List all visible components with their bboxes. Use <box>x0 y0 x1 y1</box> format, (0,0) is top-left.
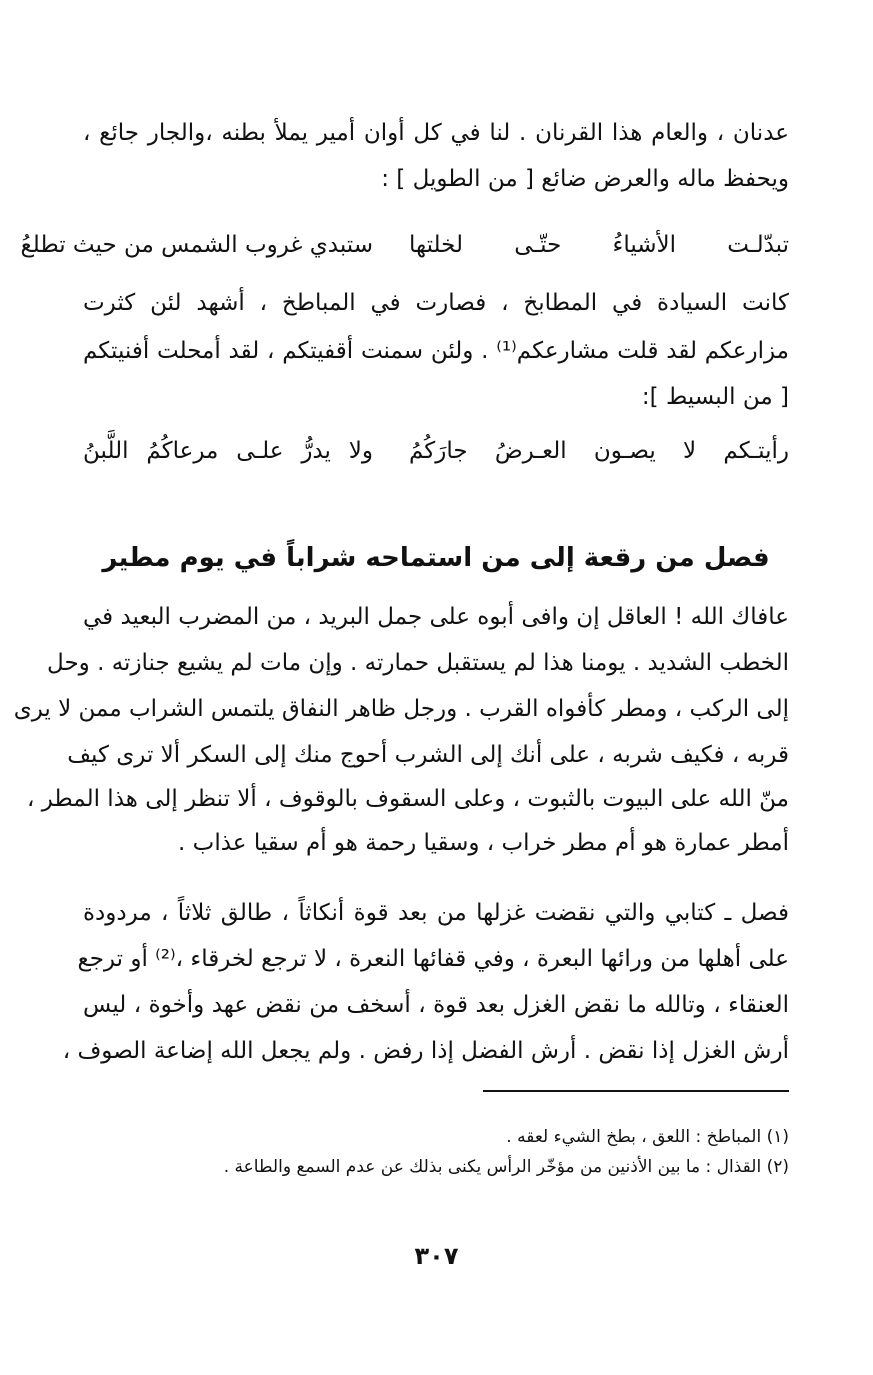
footnote-1: (١) المباطخ : اللعق ، بطخ الشيء لعقه . <box>506 1127 789 1147</box>
verse-second-hemistich: ولا يدرُّ علـى مرعاكُمُ اللَّبنُ <box>83 438 373 464</box>
text-line: عافاك الله ! العاقل إن وافى أبوه على جمل البريد ، من المضرب البعيد في <box>83 604 789 630</box>
verse-first-hemistich: رأيتـكم لا يصـون العـرضُ جارَكُمُ <box>409 438 789 464</box>
footnote-2: (٢) القذال : ما بين الأذنين من مؤخّر الرأس يكنى بذلك عن عدم السمع والطاعة . <box>223 1157 789 1177</box>
text-line: ويحفظ ماله والعرض ضائع [ من الطويل ] : <box>381 166 789 192</box>
text-line: عدنان ، والعام هذا القرنان . لنا في كل أوان أمير يملأ بطنه ،والجار جائع ، <box>83 120 789 146</box>
text-line: إلى الركب ، ومطر كأفواه القرب . ورجل ظاهر النفاق يلتمس الشراب ممن لا يرى <box>13 696 789 722</box>
text-line: فصل ـ كتابي والتي نقضت غزلها من بعد قوة أنكاثاً ، طالق ثلاثاً ، مردودة <box>83 900 789 926</box>
text-line: العنقاء ، وتالله ما نقض الغزل بعد قوة ، أسخف من نقض عهد وأخوة ، ليس <box>83 992 789 1018</box>
section-heading: فصل من رقعة إلى من استماحه شراباً في يوم مطير <box>102 543 770 573</box>
text-line: مزارعكم لقد قلت مشارعكم⁽¹⁾ . ولئن سمنت أقفيتكم ، لقد أمحلت أفنيتكم <box>83 338 789 364</box>
text-line: منّ الله على البيوت بالثبوت ، وعلى السقوف بالوقوف ، ألا تنظر إلى هذا المطر ، <box>27 786 789 812</box>
page-number: ٣٠٧ <box>414 1242 459 1270</box>
verse-second-hemistich: ستبدي غروب الشمس من حيث تطلعُ <box>20 232 373 258</box>
poem-verse <box>83 434 789 468</box>
text-line: أرش الغزل إذا نقض . أرش الفضل إذا رفض . ولم يجعل الله إضاعة الصوف ، <box>62 1038 789 1064</box>
text-line: الخطب الشديد . يومنا هذا لم يستقبل حمارته . وإن مات لم يشيع جنازته . وحل <box>47 650 789 676</box>
text-line: على أهلها من ورائها البعرة ، وفي قفائها النعرة ، لا ترجع لخرقاء ،⁽²⁾ أو ترجع <box>77 946 789 972</box>
poem-verse <box>20 228 789 262</box>
text-line: كانت السيادة في المطابخ ، فصارت في المباطخ ، أشهد لئن كثرت <box>83 290 789 316</box>
text-line: قربه ، فكيف شربه ، على أنك إلى الشرب أحوج منك إلى السكر ألا ترى كيف <box>67 742 789 768</box>
footnote-separator <box>483 1090 789 1092</box>
text-line: [ من البسيط ]: <box>641 384 789 410</box>
verse-first-hemistich: تبدّلـت الأشياءُ حتّـى لخلتها <box>409 232 789 258</box>
text-line: أمطر عمارة هو أم مطر خراب ، وسقيا رحمة هو أم سقيا عذاب . <box>178 830 789 856</box>
